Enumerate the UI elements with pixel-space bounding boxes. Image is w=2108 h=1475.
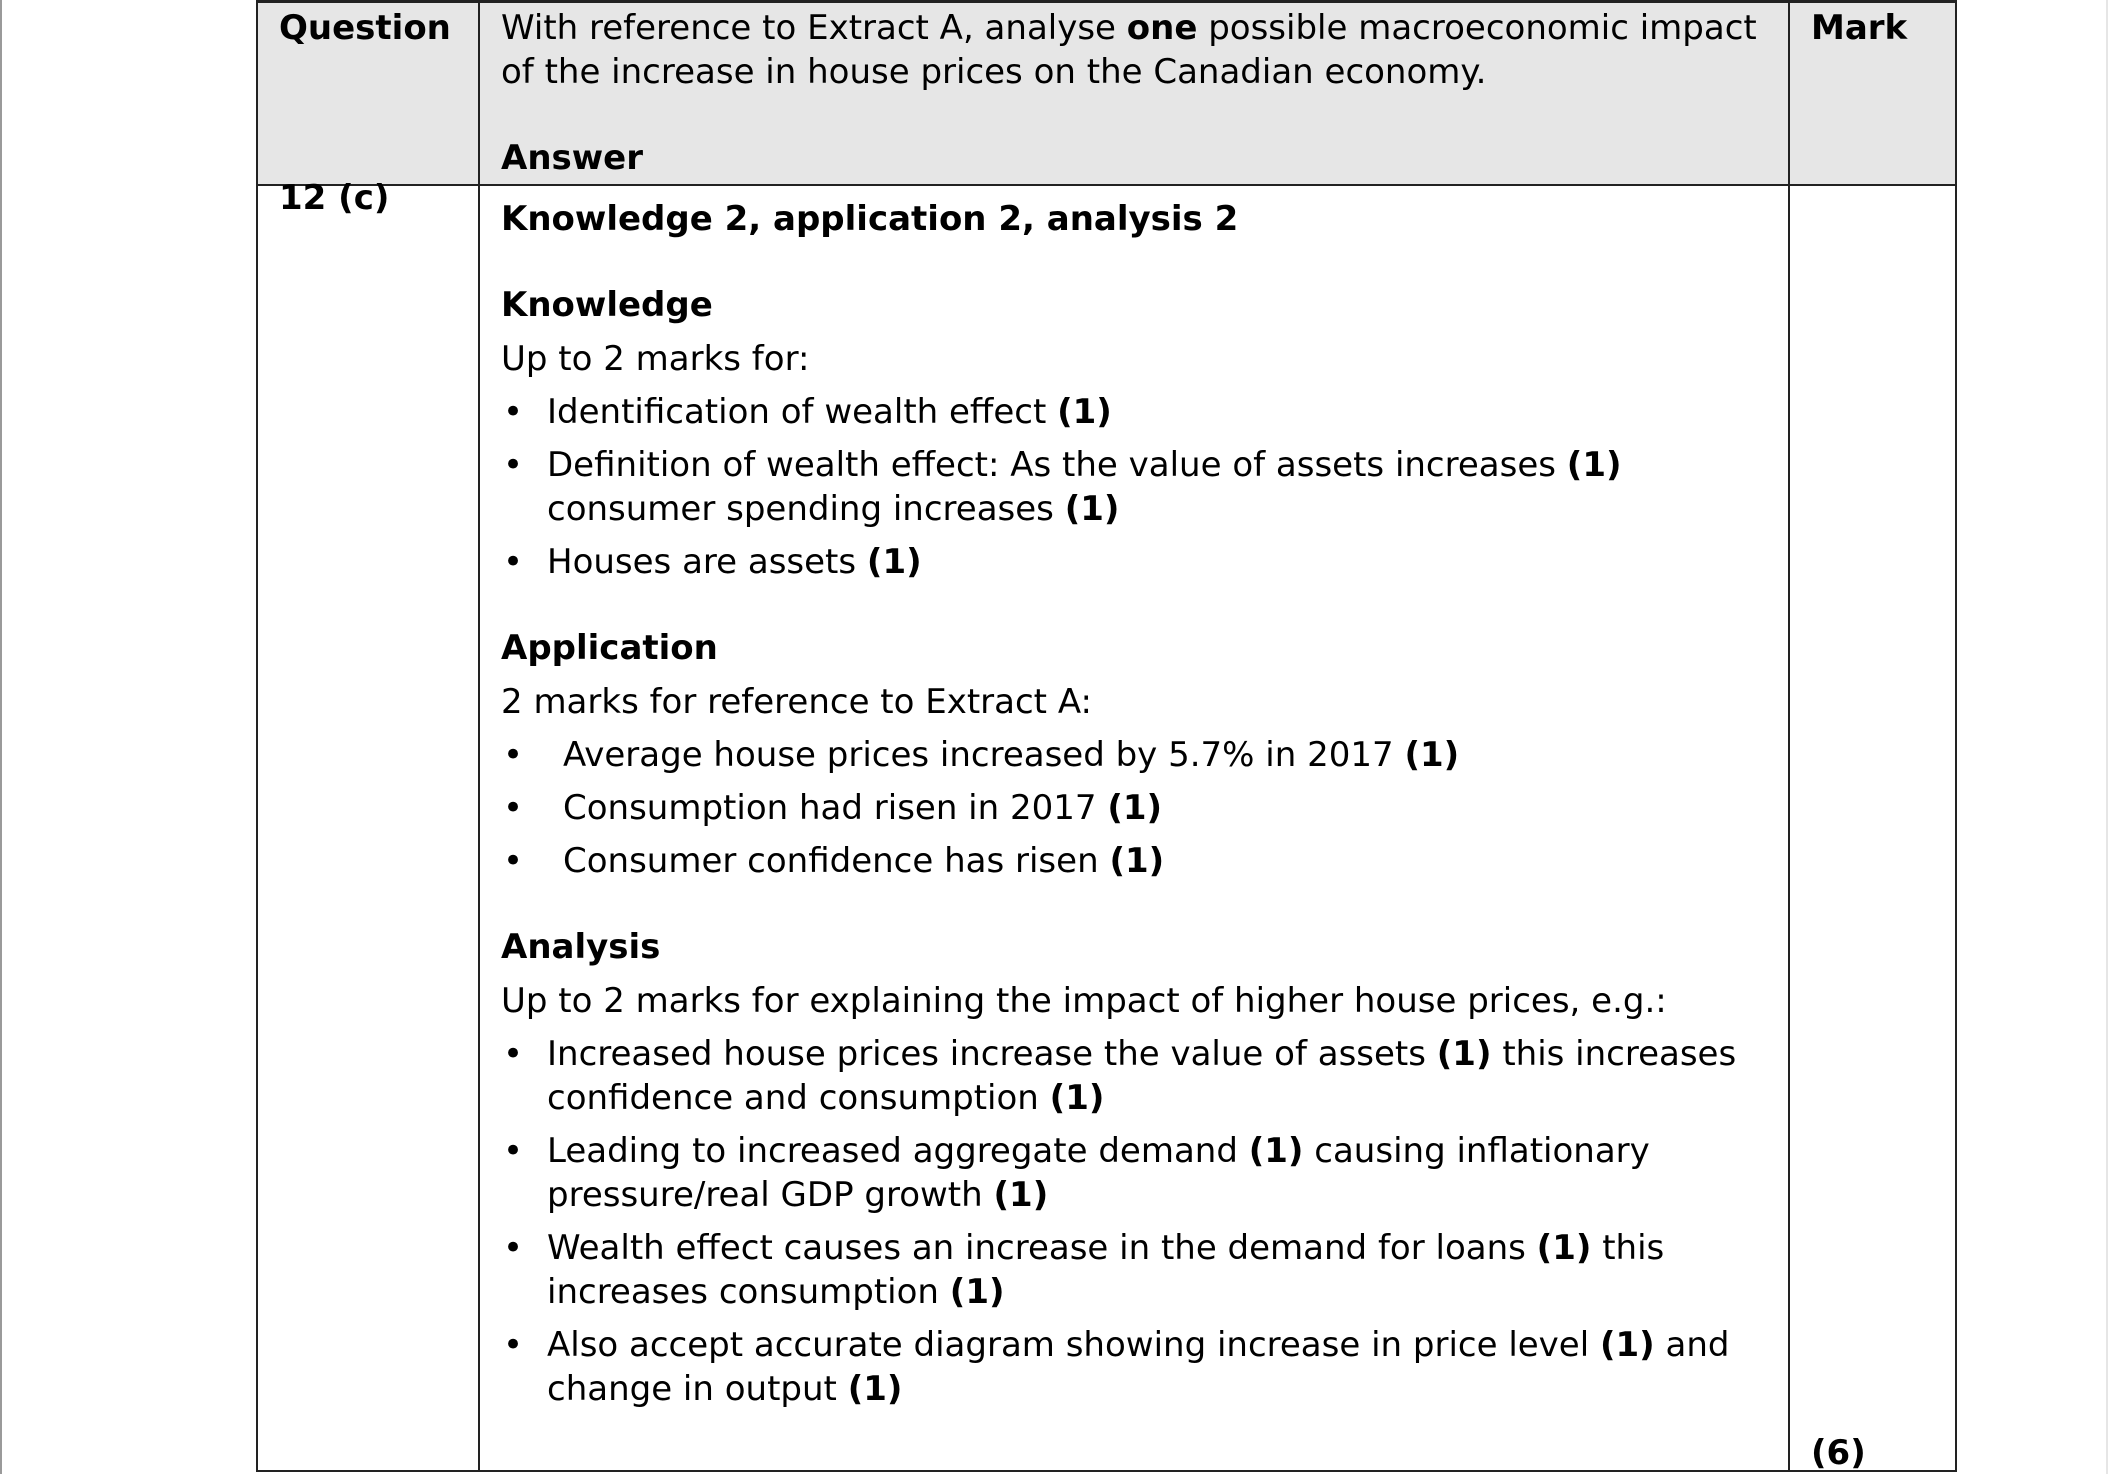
bullet-item	[501, 839, 1771, 883]
mark-allocation: (1)	[1404, 735, 1460, 775]
text-segment: Wealth effect causes an increase in the demand for loans	[547, 1228, 1537, 1268]
mark-label: Mark	[1811, 8, 1908, 48]
bullet-item	[501, 1032, 1771, 1120]
mark-allocation: (1)	[866, 542, 922, 582]
text-segment: Increased house prices increase the value of assets	[547, 1034, 1437, 1074]
bullet-item	[501, 1129, 1771, 1217]
bullet-item	[501, 733, 1771, 777]
mark-allocation: (1)	[847, 1369, 903, 1409]
bullet-item	[501, 390, 1771, 434]
text-segment: causing inflationary pressure/real GDP growth	[547, 1131, 1650, 1215]
section-heading-application: Application	[501, 628, 718, 668]
bullet-item	[501, 1323, 1771, 1411]
text-segment: Identification of wealth effect	[547, 392, 1058, 432]
text-segment: consumer spending increases	[547, 489, 1065, 529]
section-heading-analysis: Analysis	[501, 927, 661, 967]
mark-allocation: (1)	[1109, 841, 1165, 881]
column-divider	[478, 3, 480, 1470]
text-segment: With reference to Extract A, analyse	[501, 8, 1127, 48]
question-prompt	[501, 6, 1771, 94]
mark-allocation: (1)	[1064, 489, 1120, 529]
answer-content	[501, 197, 1771, 1411]
mark-scheme-table	[256, 0, 1957, 1472]
bullet-item	[501, 1226, 1771, 1314]
mark-allocation: (1)	[1566, 445, 1622, 485]
text-segment: Average house prices increased by 5.7% in 2017	[563, 735, 1405, 775]
mark-allocation: (1)	[1536, 1228, 1592, 1268]
question-label: Question	[279, 8, 451, 48]
mark-allocation: (1)	[1248, 1131, 1304, 1171]
mark-allocation: (1)	[1057, 392, 1112, 432]
question-number: 12 (c)	[279, 178, 390, 218]
text-segment: Also accept accurate diagram showing increase in price level	[547, 1325, 1600, 1365]
section-heading-knowledge: Knowledge	[501, 285, 713, 325]
total-mark: (6)	[1811, 1433, 1866, 1473]
mark-allocation: (1)	[1107, 788, 1163, 828]
section-intro: Up to 2 marks for:	[501, 339, 810, 379]
mark-allocation: (1)	[949, 1272, 1005, 1312]
text-segment: Consumer confidence has risen	[563, 841, 1110, 881]
mark-allocation: one	[1126, 8, 1198, 48]
text-segment: Definition of wealth effect: As the value of assets increases	[547, 445, 1567, 485]
text-segment: Consumption had risen in 2017	[563, 788, 1108, 828]
mark-allocation: (1)	[993, 1175, 1049, 1215]
bullet-item	[501, 540, 1771, 584]
marks-summary: Knowledge 2, application 2, analysis 2	[501, 199, 1239, 239]
text-segment: and change in output	[547, 1325, 1730, 1409]
question-text	[501, 6, 1771, 180]
mark-allocation: (1)	[1436, 1034, 1492, 1074]
section-intro: 2 marks for reference to Extract A:	[501, 682, 1092, 722]
text-segment: Leading to increased aggregate demand	[547, 1131, 1249, 1171]
bullet-item	[501, 443, 1771, 531]
section-intro: Up to 2 marks for explaining the impact of higher house prices, e.g.:	[501, 981, 1667, 1021]
text-segment: this increases consumption	[547, 1228, 1665, 1312]
mark-allocation: (1)	[1049, 1078, 1105, 1118]
mark-allocation: (1)	[1599, 1325, 1655, 1365]
answer-label: Answer	[501, 138, 643, 178]
bullet-item	[501, 786, 1771, 830]
text-segment: Houses are assets	[547, 542, 867, 582]
page-edge-left	[0, 0, 2, 1474]
text-segment: possible macroeconomic impact of the increase in house prices on the Canadian economy.	[501, 8, 1757, 92]
text-segment: this increases confidence and consumption	[547, 1034, 1737, 1118]
column-divider	[1788, 3, 1790, 1470]
